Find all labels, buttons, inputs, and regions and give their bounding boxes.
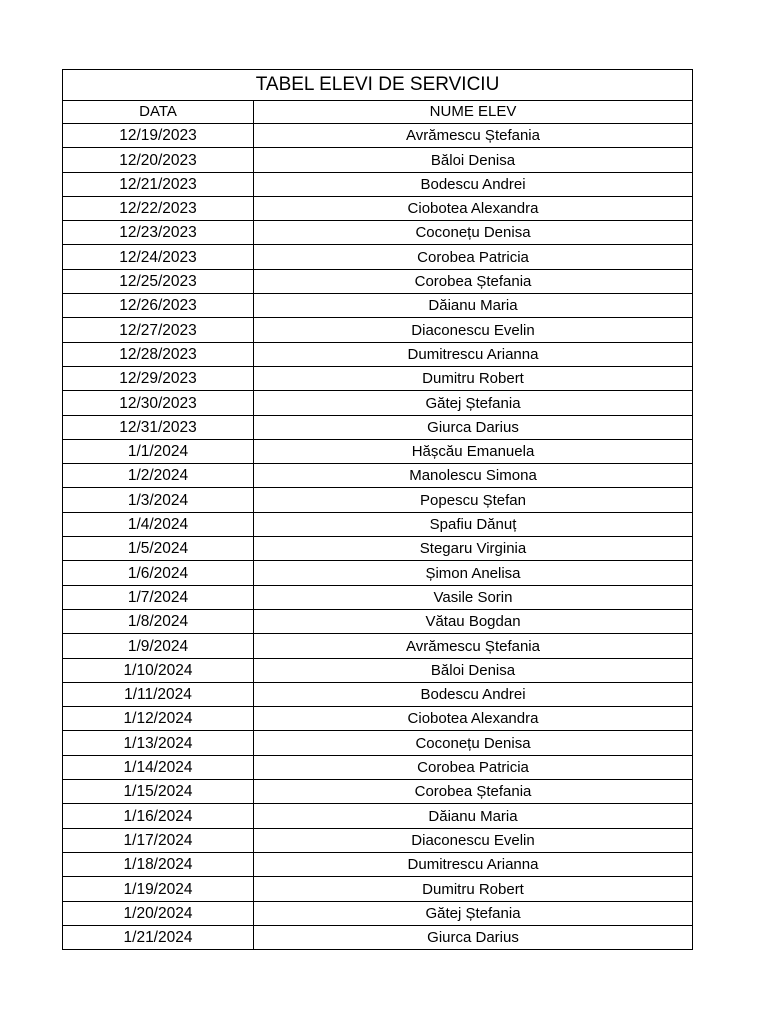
date-cell: 1/10/2024 <box>63 658 254 682</box>
table-body <box>63 124 693 950</box>
student-name-cell: Dăianu Maria <box>254 294 693 318</box>
date-cell: 1/17/2024 <box>63 828 254 852</box>
student-name-cell: Coconețu Denisa <box>254 731 693 755</box>
table-row <box>63 852 693 876</box>
table-row <box>63 901 693 925</box>
date-cell: 1/4/2024 <box>63 512 254 536</box>
table-row <box>63 172 693 196</box>
column-header-date: DATA <box>63 101 254 124</box>
table-row <box>63 804 693 828</box>
student-name-cell: Vătau Bogdan <box>254 609 693 633</box>
table-row <box>63 634 693 658</box>
date-cell: 1/15/2024 <box>63 780 254 804</box>
table-row <box>63 366 693 390</box>
date-cell: 1/1/2024 <box>63 439 254 463</box>
date-cell: 1/2/2024 <box>63 464 254 488</box>
student-name-cell: Coconețu Denisa <box>254 221 693 245</box>
student-name-cell: Avrămescu Ștefania <box>254 634 693 658</box>
date-cell: 1/8/2024 <box>63 609 254 633</box>
student-name-cell: Ciobotea Alexandra <box>254 707 693 731</box>
date-cell: 1/14/2024 <box>63 755 254 779</box>
student-name-cell: Dăianu Maria <box>254 804 693 828</box>
date-cell: 12/21/2023 <box>63 172 254 196</box>
table-row <box>63 464 693 488</box>
table-row <box>63 512 693 536</box>
student-name-cell: Corobea Patricia <box>254 755 693 779</box>
date-cell: 12/20/2023 <box>63 148 254 172</box>
student-name-cell: Diaconescu Evelin <box>254 828 693 852</box>
student-name-cell: Popescu Ștefan <box>254 488 693 512</box>
student-name-cell: Giurca Darius <box>254 925 693 949</box>
date-cell: 1/11/2024 <box>63 682 254 706</box>
student-name-cell: Avrămescu Ștefania <box>254 124 693 148</box>
date-cell: 1/19/2024 <box>63 877 254 901</box>
date-cell: 1/12/2024 <box>63 707 254 731</box>
student-name-cell: Diaconescu Evelin <box>254 318 693 342</box>
student-name-cell: Ciobotea Alexandra <box>254 196 693 220</box>
date-cell: 12/31/2023 <box>63 415 254 439</box>
student-name-cell: Vasile Sorin <box>254 585 693 609</box>
duty-roster-table <box>62 69 693 950</box>
table-row <box>63 537 693 561</box>
table-row <box>63 828 693 852</box>
student-name-cell: Corobea Patricia <box>254 245 693 269</box>
table-row <box>63 658 693 682</box>
table-row <box>63 391 693 415</box>
date-cell: 12/30/2023 <box>63 391 254 415</box>
table-row <box>63 682 693 706</box>
date-cell: 1/20/2024 <box>63 901 254 925</box>
table-row <box>63 196 693 220</box>
date-cell: 12/23/2023 <box>63 221 254 245</box>
table-row <box>63 488 693 512</box>
table-row <box>63 269 693 293</box>
table-row <box>63 925 693 949</box>
student-name-cell: Gătej Ștefania <box>254 391 693 415</box>
student-name-cell: Șimon Anelisa <box>254 561 693 585</box>
date-cell: 1/13/2024 <box>63 731 254 755</box>
student-name-cell: Bodescu Andrei <box>254 172 693 196</box>
date-cell: 12/24/2023 <box>63 245 254 269</box>
date-cell: 12/27/2023 <box>63 318 254 342</box>
student-name-cell: Dumitru Robert <box>254 366 693 390</box>
table-row <box>63 318 693 342</box>
table-title: TABEL ELEVI DE SERVICIU <box>63 70 693 101</box>
table-row <box>63 877 693 901</box>
student-name-cell: Bodescu Andrei <box>254 682 693 706</box>
date-cell: 1/5/2024 <box>63 537 254 561</box>
date-cell: 1/9/2024 <box>63 634 254 658</box>
date-cell: 12/28/2023 <box>63 342 254 366</box>
student-name-cell: Gătej Ștefania <box>254 901 693 925</box>
date-cell: 1/3/2024 <box>63 488 254 512</box>
table-row <box>63 731 693 755</box>
date-cell: 12/19/2023 <box>63 124 254 148</box>
table-row <box>63 780 693 804</box>
student-name-cell: Dumitru Robert <box>254 877 693 901</box>
table-row <box>63 609 693 633</box>
table-row <box>63 561 693 585</box>
date-cell: 1/16/2024 <box>63 804 254 828</box>
table-row <box>63 342 693 366</box>
header-row <box>63 101 693 124</box>
student-name-cell: Stegaru Virginia <box>254 537 693 561</box>
date-cell: 12/25/2023 <box>63 269 254 293</box>
date-cell: 1/6/2024 <box>63 561 254 585</box>
table-row <box>63 221 693 245</box>
student-name-cell: Giurca Darius <box>254 415 693 439</box>
date-cell: 1/21/2024 <box>63 925 254 949</box>
date-cell: 12/29/2023 <box>63 366 254 390</box>
student-name-cell: Băloi Denisa <box>254 658 693 682</box>
student-name-cell: Manolescu Simona <box>254 464 693 488</box>
table-row <box>63 707 693 731</box>
student-name-cell: Băloi Denisa <box>254 148 693 172</box>
title-row <box>63 70 693 101</box>
student-name-cell: Corobea Ștefania <box>254 780 693 804</box>
table-row <box>63 245 693 269</box>
date-cell: 12/26/2023 <box>63 294 254 318</box>
column-header-name: NUME ELEV <box>254 101 693 124</box>
date-cell: 1/18/2024 <box>63 852 254 876</box>
date-cell: 1/7/2024 <box>63 585 254 609</box>
student-name-cell: Hășcău Emanuela <box>254 439 693 463</box>
student-name-cell: Corobea Ștefania <box>254 269 693 293</box>
date-cell: 12/22/2023 <box>63 196 254 220</box>
table-row <box>63 294 693 318</box>
table-row <box>63 585 693 609</box>
table-row <box>63 148 693 172</box>
table-row <box>63 439 693 463</box>
table-row <box>63 755 693 779</box>
student-name-cell: Dumitrescu Arianna <box>254 342 693 366</box>
table-row <box>63 124 693 148</box>
student-name-cell: Spafiu Dănuț <box>254 512 693 536</box>
duty-roster-sheet <box>62 69 692 950</box>
table-row <box>63 415 693 439</box>
student-name-cell: Dumitrescu Arianna <box>254 852 693 876</box>
